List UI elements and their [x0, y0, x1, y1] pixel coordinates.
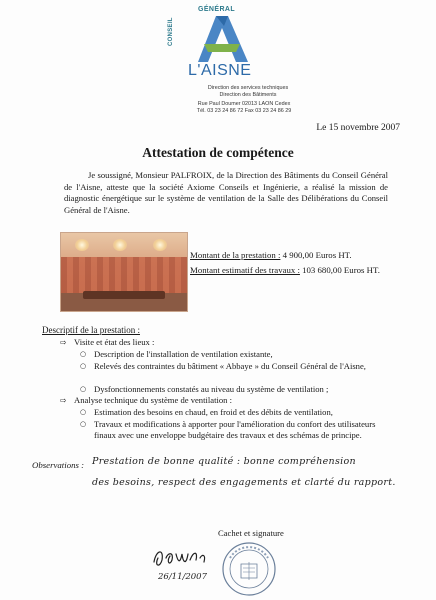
room-photo — [60, 232, 188, 312]
amount-travaux-value: 103 680,00 Euros HT. — [299, 265, 380, 275]
sub-list-item: ○ Travaux et modifications à apporter pour l'amélioration du confort des utilisateurs finaux avec une enveloppe budgétaire des travaux et des schémas de principe. — [80, 419, 376, 440]
arrow-right-icon: ⇨ — [60, 396, 67, 405]
logo-generale-text: GÉNÉRAL — [198, 6, 236, 13]
signature-date: 26/11/2007 — [158, 572, 207, 582]
observations-handwritten-line1: Prestation de bonne qualité : bonne compréhension — [92, 456, 356, 467]
list-item — [60, 395, 232, 406]
circle-bullet-icon: ○ — [80, 350, 87, 358]
amount-prestation-label: Montant de la prestation : — [190, 250, 281, 260]
signature-icon — [150, 540, 210, 572]
logo-a-icon — [186, 14, 256, 64]
sub-list-item: ○ Dysfonctionnements constatés au niveau du système de ventilation ; — [80, 384, 329, 394]
amount-prestation — [190, 250, 352, 260]
header-department: Direction des services techniques — [207, 85, 289, 91]
list-item-label: Analyse technique du système de ventilation : — [74, 395, 232, 405]
descriptif-heading: Descriptif de la prestation : — [42, 325, 140, 335]
observations-label: Observations : — [32, 460, 85, 470]
document-date: Le 15 novembre 2007 — [316, 123, 400, 133]
logo-conseil-text: CONSEIL — [168, 17, 174, 46]
header-address: Rue Paul Doumer 02013 LAON Cedex — [197, 101, 291, 107]
logo-aisne-text: L'AISNE — [188, 62, 252, 79]
circle-bullet-icon: ○ — [80, 408, 87, 416]
sub-list-item: ○ Estimation des besoins en chaud, en froid et des débits de ventilation, — [80, 407, 333, 417]
header-phone-fax: Tél. 03 23 24 86 72 Fax 03 23 24 86 29 — [196, 108, 292, 114]
conseil-general-logo — [170, 6, 280, 78]
header-direction: Direction des Bâtiments — [219, 92, 277, 98]
circle-bullet-icon: ○ — [80, 385, 87, 393]
sub-list-item: ○ Description de l'installation de ventilation existante, — [80, 349, 273, 359]
list-item — [60, 337, 154, 348]
observations-handwritten-line2: des besoins, respect des engagements et clarté du rapport. — [92, 477, 396, 488]
cachet-label: Cachet et signature — [218, 528, 284, 538]
official-stamp-icon — [220, 540, 278, 598]
attestation-paragraph: Je soussigné, Monsieur PALFROIX, de la Direction des Bâtiments du Conseil Général de l'Aisne, atteste que la société Axiome Conseils et Ingénierie, a réalisé la mission de diagnostic énergétique sur le système de ventilation de la Salle des Délibérations du Conseil Général de l'Aisne. — [64, 170, 388, 215]
circle-bullet-icon: ○ — [80, 362, 87, 370]
amount-travaux — [190, 265, 380, 275]
document-title: Attestation de compétence — [142, 145, 294, 160]
amount-prestation-value: 4 900,00 Euros HT. — [280, 250, 352, 260]
sub-list-item: ○ Relevés des contraintes du bâtiment « Abbaye » du Conseil Général de l'Aisne, — [80, 361, 366, 371]
arrow-right-icon: ⇨ — [60, 338, 67, 347]
amount-travaux-label: Montant estimatif des travaux : — [190, 265, 300, 275]
circle-bullet-icon: ○ — [80, 420, 87, 428]
list-item-label: Visite et état des lieux : — [74, 337, 155, 347]
